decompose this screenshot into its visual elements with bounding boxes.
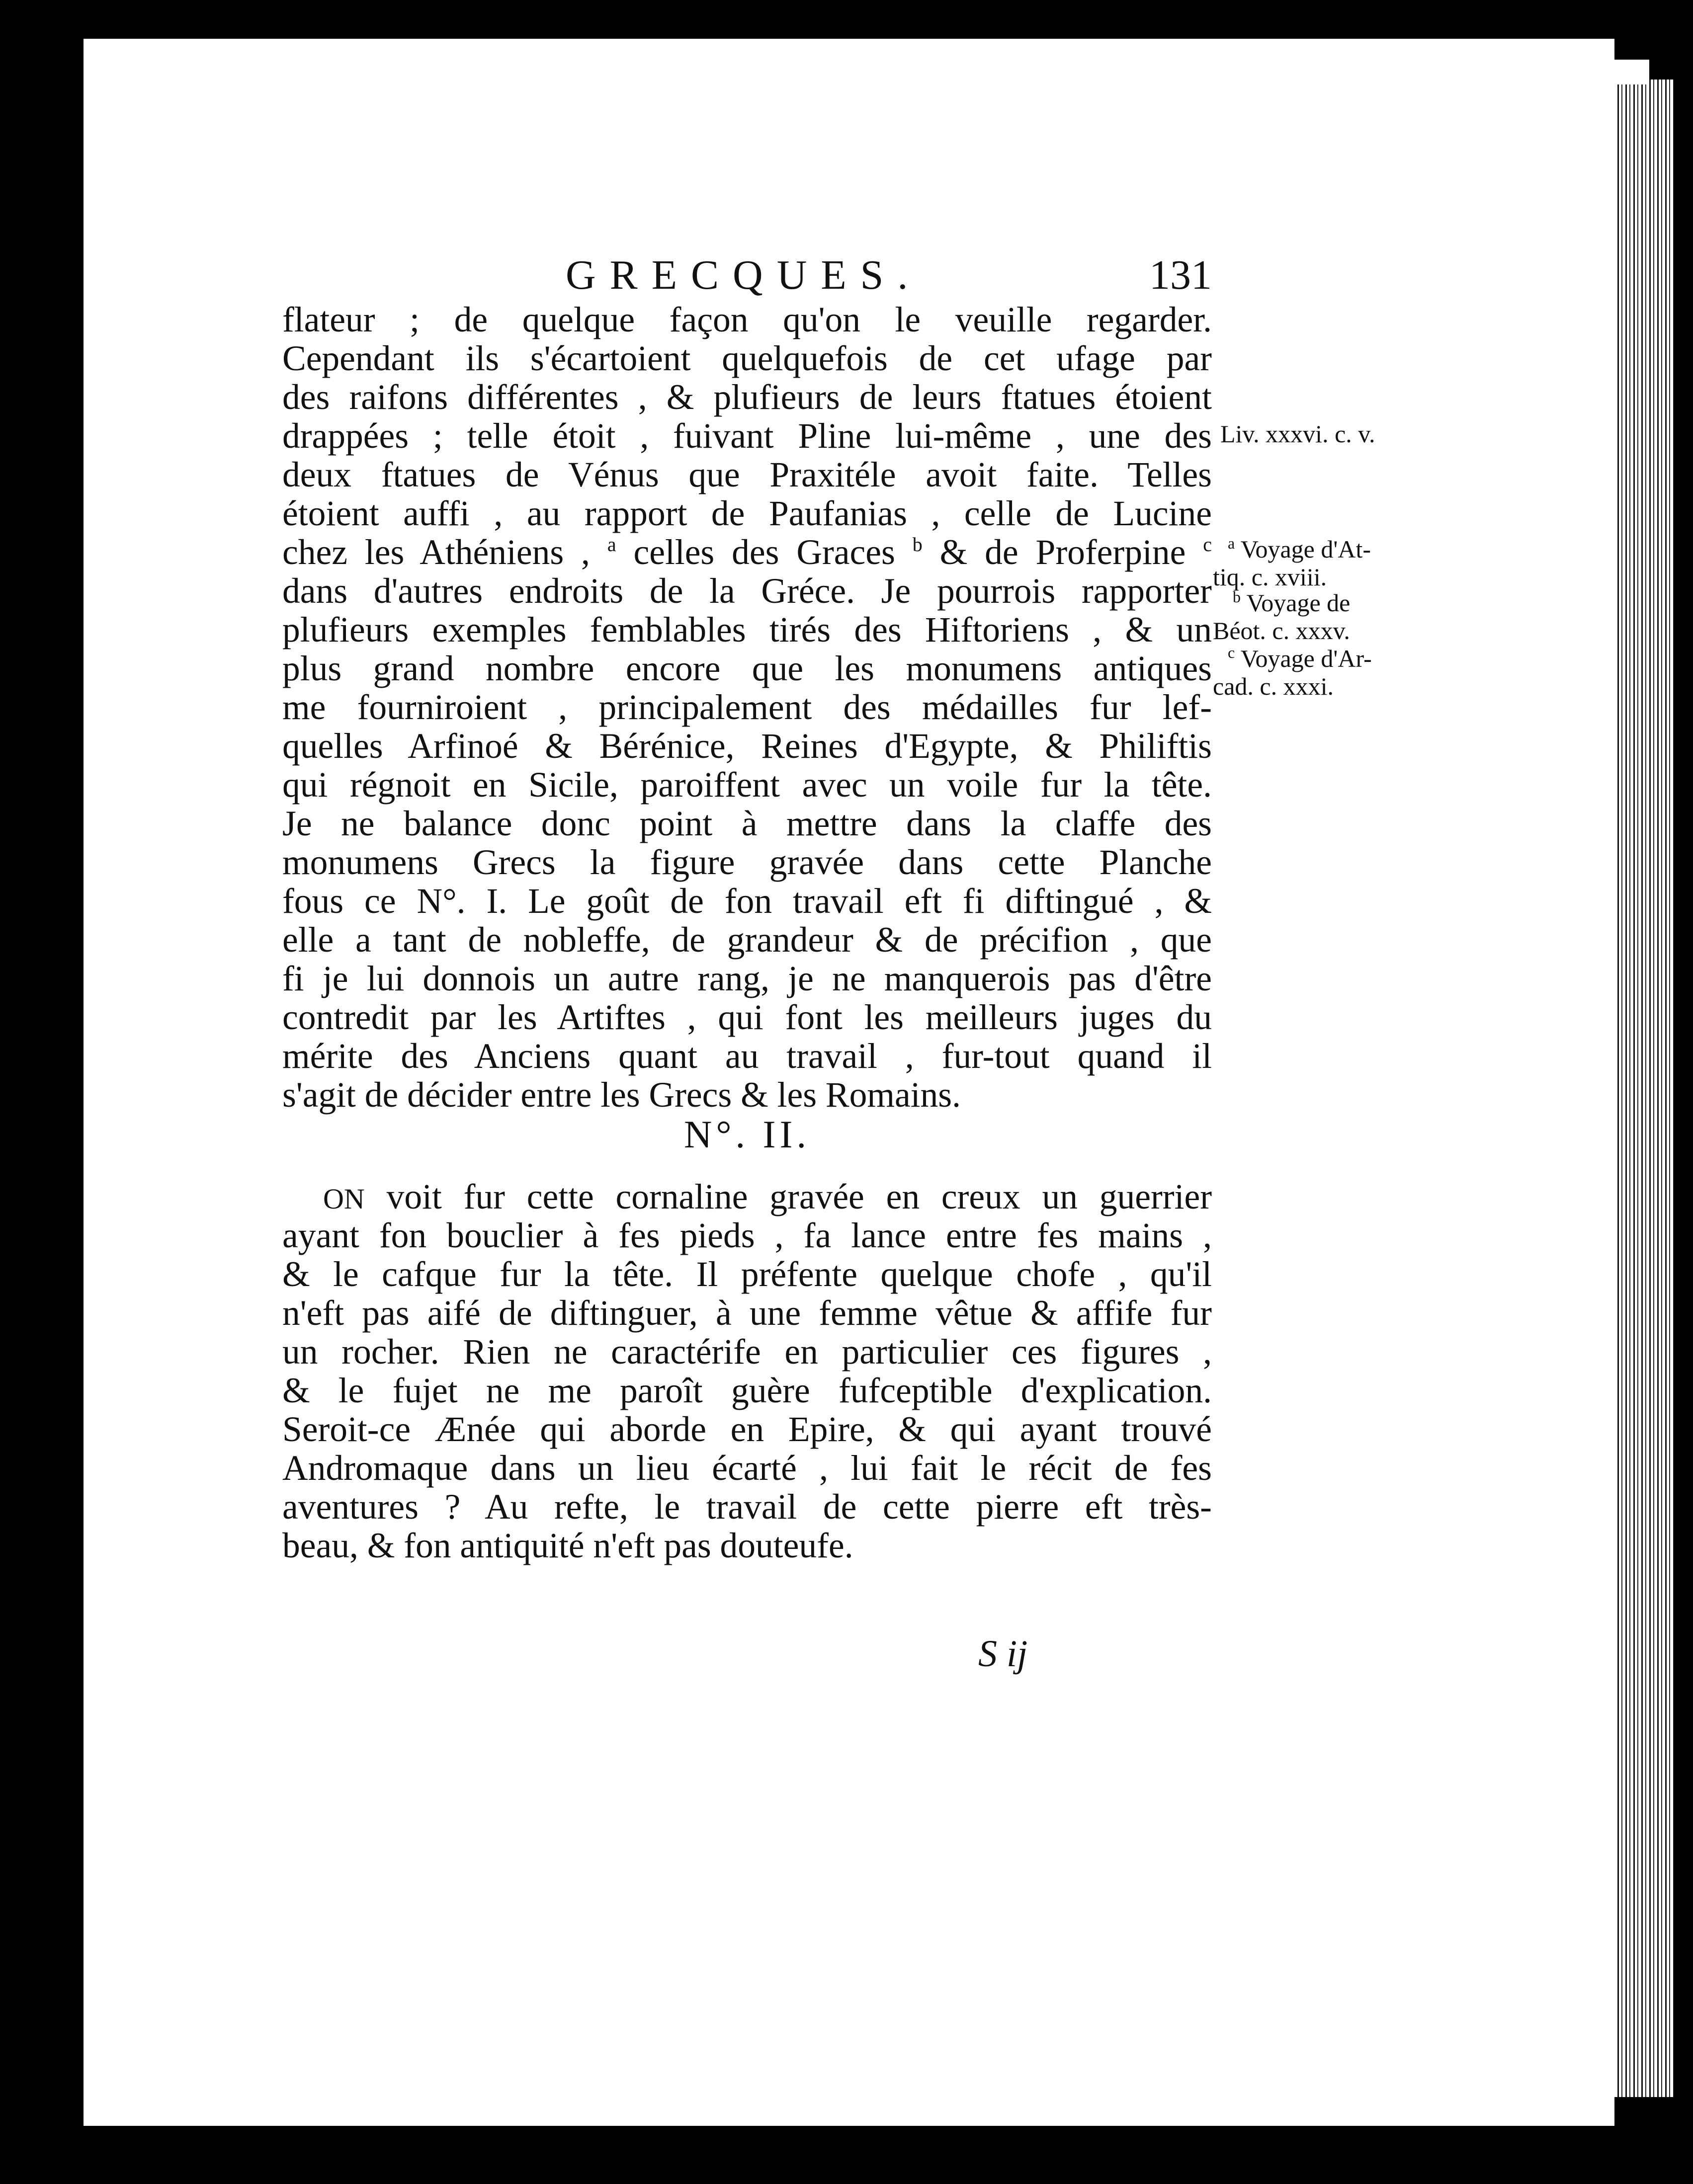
text-line: qui régnoit en Sicile, paroiffent avec un voile fur la tête. <box>282 765 1212 805</box>
text-line: aventures ? Au refte, le travail de cette pierre eft très- <box>282 1487 1212 1527</box>
paragraph-2 <box>282 1178 1212 1565</box>
text-fragment: voit fur cette cornaline gravée en creux un guerrier <box>364 1177 1212 1216</box>
text-line-first <box>282 1178 1212 1216</box>
text-line: Seroit-ce Ænée qui aborde en Epire, & qui ayant trouvé <box>282 1410 1212 1449</box>
text-line: flateur ; de quelque façon qu'on le veuille regarder. <box>282 300 1212 339</box>
running-head <box>282 251 1212 306</box>
page-edge-top <box>1614 60 1649 84</box>
footnote-mark-c: c <box>1203 533 1212 556</box>
note-mark: b <box>1233 588 1241 606</box>
paragraph-1 <box>282 301 1212 1115</box>
note-text: Voyage d'Ar- <box>1235 645 1372 672</box>
page-edges <box>1614 80 1674 2097</box>
text-line: plufieurs exemples femblables tirés des Hiftoriens , & un <box>282 610 1212 649</box>
note-mark: a <box>1228 534 1235 552</box>
footnote-mark-b: b <box>912 533 923 556</box>
page-number: 131 <box>1149 252 1212 298</box>
text-line-with-footnote-marks <box>282 533 1212 572</box>
text-line: drappées ; telle étoit , fuivant Pline lui-même , une des <box>282 416 1212 456</box>
section-heading: N°. II. <box>684 1113 810 1156</box>
drop-cap: ON <box>323 1183 365 1215</box>
text-line: dans d'autres endroits de la Gréce. Je pourrois rapporter <box>282 571 1212 611</box>
note-text: Voyage de <box>1241 589 1351 617</box>
text-fragment: & de Proferpine <box>922 533 1203 572</box>
text-line: étoient auffi , au rapport de Paufanias , celle de Lucine <box>282 494 1212 533</box>
text-line: un rocher. Rien ne caractérife en particulier ces figures , <box>282 1332 1212 1372</box>
text-line: & le fujet ne me paroît guère fufceptible d'explication. <box>282 1371 1212 1410</box>
text-line: & le cafque fur la tête. Il préfente quelque chofe , qu'il <box>282 1255 1212 1294</box>
running-title: GRECQUES. <box>566 252 922 298</box>
text-fragment: celles des Graces <box>616 533 913 572</box>
margin-note-b <box>1233 590 1350 615</box>
margin-note-a-cont: tiq. c. xviii. <box>1213 563 1327 591</box>
text-line: fous ce N°. I. Le goût de fon travail eft fi diftingué , & <box>282 882 1212 921</box>
note-text: Voyage d'At- <box>1235 535 1371 563</box>
text-line: elle a tant de nobleffe, de grandeur & de précifion , que <box>282 920 1212 960</box>
margin-note-c-cont: cad. c. xxxi. <box>1213 672 1334 700</box>
text-line: monumens Grecs la figure gravée dans cette Planche <box>282 843 1212 882</box>
text-line: deux ftatues de Vénus que Praxitéle avoit faite. Telles <box>282 455 1212 494</box>
text-line: quelles Arfinoé & Bérénice, Reines d'Egypte, & Philiftis <box>282 727 1212 766</box>
text-line: n'eft pas aifé de diftinguer, à une femme vêtue & affife fur <box>282 1294 1212 1333</box>
text-line: des raifons différentes , & plufieurs de leurs ftatues étoient <box>282 378 1212 417</box>
text-line: plus grand nombre encore que les monumens antiques <box>282 649 1212 688</box>
text-line: mérite des Anciens quant au travail , fur-tout quand il <box>282 1037 1212 1076</box>
text-line: me fourniroient , principalement des médailles fur lef- <box>282 688 1212 727</box>
note-mark: c <box>1228 644 1235 661</box>
text-line: beau, & fon antiquité n'eft pas douteufe. <box>282 1526 853 1565</box>
text-line: Cependant ils s'écartoient quelquefois de cet ufage par <box>282 339 1212 378</box>
text-line: s'agit de décider entre les Grecs & les Romains. <box>282 1075 961 1115</box>
text-line: ayant fon bouclier à fes pieds , fa lance entre fes mains , <box>282 1216 1212 1255</box>
text-line: contredit par les Artiftes , qui font les meilleurs juges du <box>282 998 1212 1037</box>
margin-note-b-cont: Béot. c. xxxv. <box>1213 617 1350 645</box>
text-line: fi je lui donnois un autre rang, je ne manquerois pas d'être <box>282 959 1212 998</box>
signature-mark: S ij <box>978 1633 1028 1675</box>
margin-note-a <box>1228 534 1371 563</box>
text-line: Andromaque dans un lieu écarté , lui fait le récit de fes <box>282 1449 1212 1488</box>
text-fragment: chez les Athéniens , <box>282 533 607 572</box>
margin-note-c <box>1228 646 1372 671</box>
margin-note-pliny: Liv. xxxvi. c. v. <box>1220 420 1375 448</box>
footnote-mark-a: a <box>607 533 616 556</box>
text-line: Je ne balance donc point à mettre dans la claffe des <box>282 804 1212 843</box>
